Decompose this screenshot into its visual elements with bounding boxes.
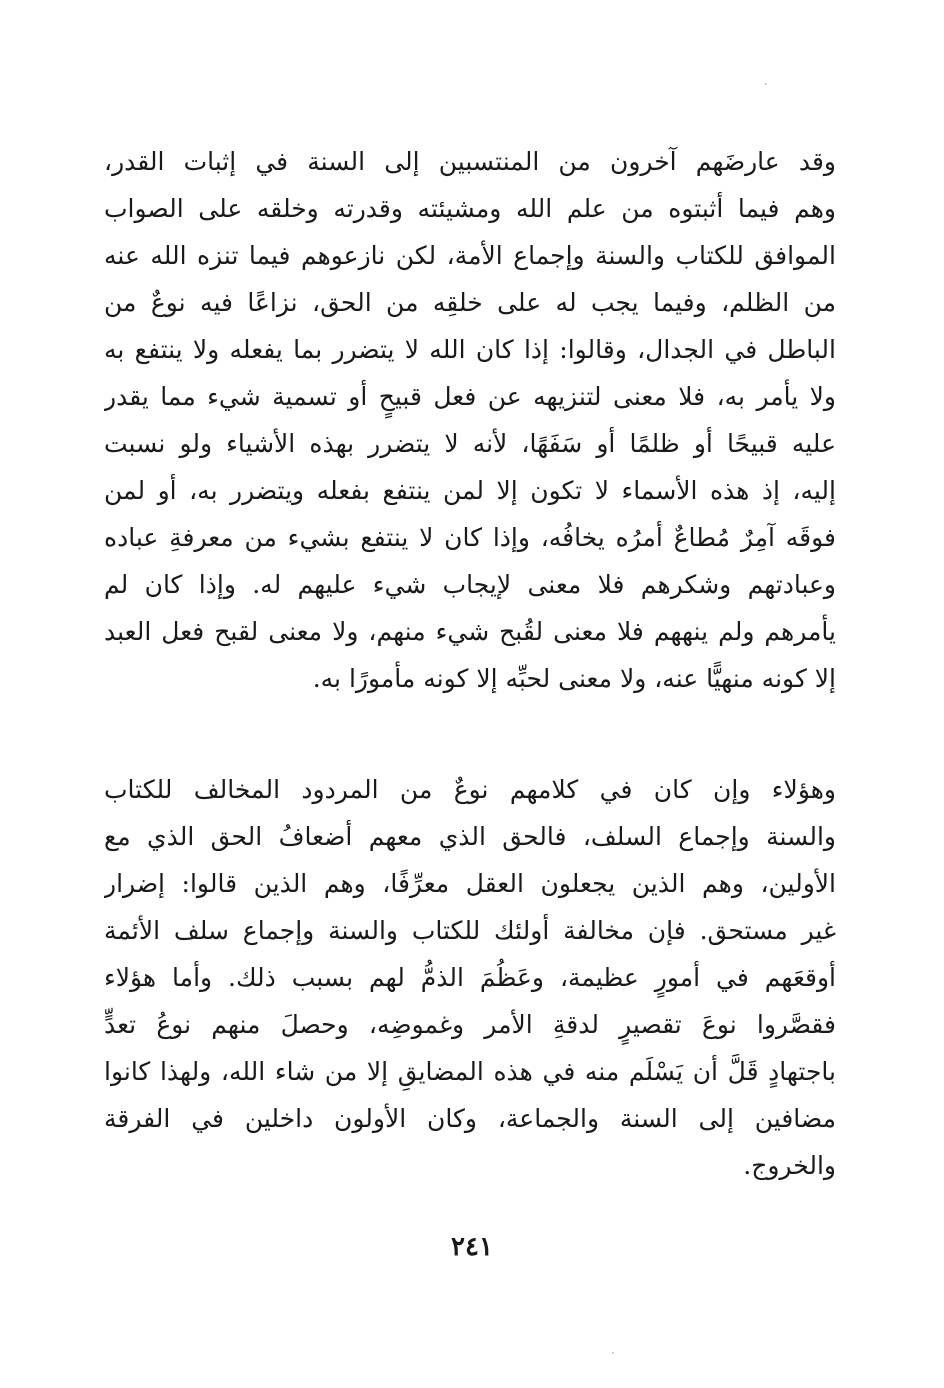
text-line: أوقعَهم في أمورٍ عظيمة، وعَظُمَ الذمُّ لهم بسبب ذلك. وأما هؤلاء [104,963,836,992]
text-line: الباطل في الجدال، وقالوا: إذا كان الله لا يتضرر بما يفعله ولا ينتفع به [104,335,836,364]
text-line: من الظلم، وفيما يجب له على خلقِه من الحق، نزاعًا فيه نوعٌ من [104,288,836,317]
paragraph-1 [104,138,836,702]
paragraph-2 [104,766,836,1189]
scan-speck [612,1352,614,1354]
text-line: فوقَه آمِرٌ مُطاعٌ أمرُه يخافُه، وإذا كان لا ينتفع بشيء من معرفةِ عباده [104,523,836,552]
text-line: الموافق للكتاب والسنة وإجماع الأمة، لكن نازعوهم فيما تنزه الله عنه [104,241,836,270]
text-line: عليه قبيحًا أو ظلمًا أو سَفَهًا، لأنه لا يتضرر بهذه الأشياء ولو نسبت [104,429,836,458]
text-line: وقد عارضَهم آخرون من المنتسبين إلى السنة في إثبات القدر، [104,147,836,176]
text-line: إليه، إذ هذه الأسماء لا تكون إلا لمن ينتفع بفعله ويتضرر به، أو لمن [104,476,836,505]
text-line: مضافين إلى السنة والجماعة، وكان الأولون داخلين في الفرقة [104,1104,836,1133]
page-number: ٢٤١ [451,1232,493,1262]
text-line: ولا يأمر به، فلا معنى لتنزيهه عن فعل قبيحٍ أو تسمية شيء مما يقدر [104,382,836,411]
scan-speck [765,83,767,85]
text-line: إلا كونه منهيًّا عنه، ولا معنى لحبِّه إلا كونه مأمورًا به. [312,664,836,693]
text-line: فقصَّروا نوعَ تقصيرٍ لدقةِ الأمر وغموضِه، وحصلَ منهم نوعُ تعدٍّ [104,1010,836,1039]
text-line: وعبادتهم وشكرهم فلا معنى لإيجاب شيء عليهم له. وإذا كان لم [104,570,836,599]
text-line: غير مستحق. فإن مخالفة أولئك للكتاب والسنة وإجماع سلف الأئمة [104,916,836,945]
text-line: والخروج. [743,1151,836,1180]
text-line: والسنة وإجماع السلف، فالحق الذي معهم أضعافُ الحق الذي مع [104,822,836,851]
text-line: يأمرهم ولم ينههم فلا معنى لقُبح شيء منهم، ولا معنى لقبح فعل العبد [104,617,836,646]
text-line: وهم فيما أثبتوه من علم الله ومشيئته وقدرته وخلقه على الصواب [104,194,836,223]
text-line: الأولين، وهم الذين يجعلون العقل معرِّفًا، وهم الذين قالوا: إضرار [104,869,836,898]
text-line: باجتهادٍ قَلَّ أن يَسْلَم منه في هذه المضايقِ إلا من شاء الله، ولهذا كانوا [104,1057,836,1086]
text-line: وهؤلاء وإن كان في كلامهم نوعٌ من المردود المخالف للكتاب [104,775,836,804]
